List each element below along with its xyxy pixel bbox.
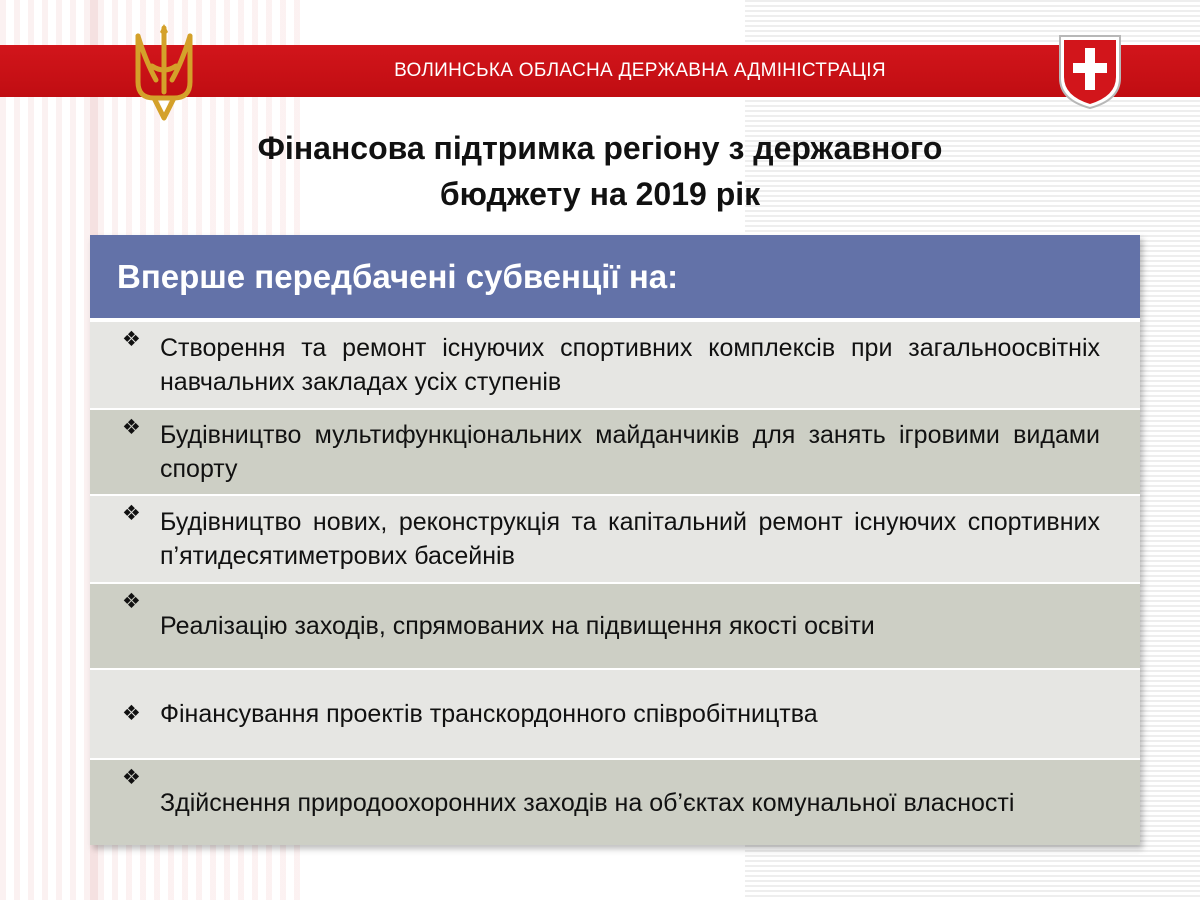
list-item [90, 582, 1140, 668]
card-heading: Вперше передбачені субвенції на: [117, 257, 679, 295]
subventions-card [90, 235, 1140, 845]
organization-name: ВОЛИНСЬКА ОБЛАСНА ДЕРЖАВНА АДМІНІСТРАЦІЯ [394, 60, 886, 81]
diamond-bullet-icon: ❖ [122, 328, 141, 351]
volyn-shield-icon [1058, 34, 1122, 110]
list-item-text: Будівництво нових, реконструкція та капітальний ремонт існуючих спортивних п’ятидесятиметрових басейнів [160, 508, 1100, 570]
diamond-bullet-icon: ❖ [122, 702, 141, 725]
list-item-text: Здійснення природоохоронних заходів на об’єктах комунальної власності [160, 788, 1015, 817]
list-item [90, 494, 1140, 582]
page-title [90, 125, 1110, 217]
title-line-1: Фінансова підтримка регіону з державного [257, 130, 943, 166]
list-item [90, 320, 1140, 408]
coat-of-arms-trident-icon [128, 22, 200, 126]
list-item [90, 408, 1140, 494]
diamond-bullet-icon: ❖ [122, 766, 141, 789]
title-line-2: бюджету на 2019 рік [439, 176, 761, 212]
list-item-text: Фінансування проектів транскордонного співробітництва [160, 700, 818, 728]
list-item [90, 758, 1140, 845]
diamond-bullet-icon: ❖ [122, 502, 141, 525]
list-item [90, 668, 1140, 758]
card-header [90, 235, 1140, 320]
diamond-bullet-icon: ❖ [122, 416, 141, 439]
list-item-text: Створення та ремонт існуючих спортивних комплексів при загальноосвітніх навчальних закладах усіх ступенів [160, 334, 1100, 396]
list-item-text: Будівництво мультифункціональних майданчиків для занять ігровими видами спорту [160, 421, 1100, 483]
list-item-text: Реалізацію заходів, спрямованих на підвищення якості освіти [160, 612, 875, 640]
diamond-bullet-icon: ❖ [122, 590, 141, 613]
